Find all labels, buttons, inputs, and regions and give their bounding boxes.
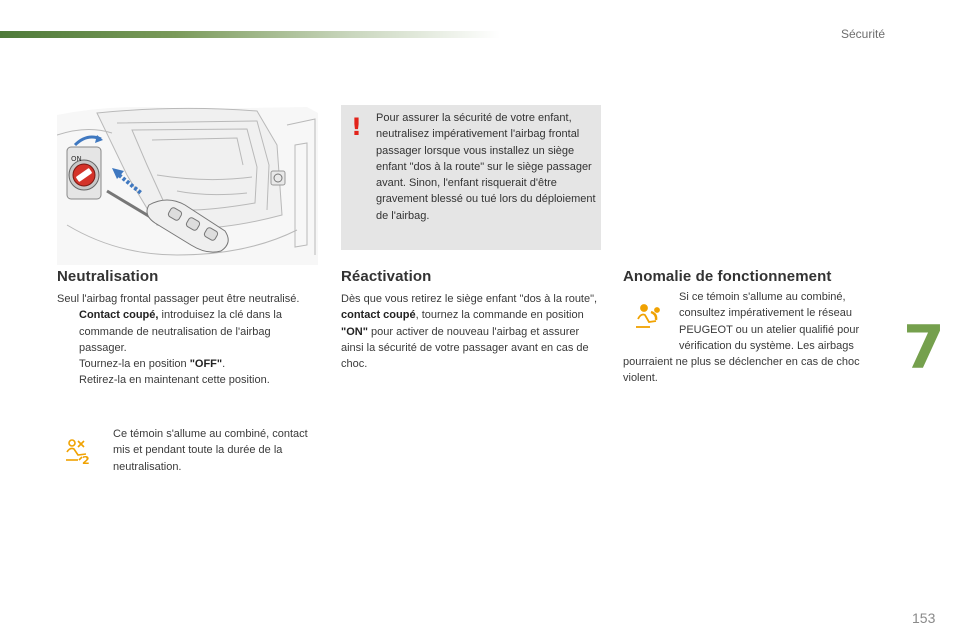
bullet-icon — [57, 372, 79, 388]
step2-text: Tournez-la en position — [79, 358, 190, 371]
header-rule — [0, 31, 500, 38]
warning-text: Pour assurer la sécurité de votre enfant, neutralisez impérativement l'airbag frontal passager lorsque vous installez un siège enfant "dos à la route" sur le siège passager avant. Sinon, l'enfant risquerait d'être gravement blessé ou tué lors du déploiement de l'airbag. — [376, 112, 596, 222]
section-title: Sécurité — [840, 27, 885, 41]
reactivation-body — [341, 291, 603, 372]
reactivation-text: , tournez la commande en position — [415, 309, 584, 322]
step1-text: introduisez la clé dans la commande de neutralisation de l'airbag passager. — [79, 309, 282, 354]
glovebox-illustration — [57, 105, 318, 265]
anomaly-text: Si ce témoin s'allume au combiné, consultez impérativement le réseau PEUGEOT ou un atelier qualifié pour vérification du système. Les airbags pourraient ne plus se déclencher en cas de choc violent. — [623, 291, 860, 385]
list-item — [57, 356, 319, 372]
neutralisation-body — [57, 291, 319, 389]
bullet-icon — [57, 356, 79, 372]
warning-box — [341, 105, 601, 250]
neutralisation-intro: Seul l'airbag frontal passager peut être neutralisé. — [57, 293, 300, 305]
page-number: 153 — [912, 610, 936, 626]
step3-text: Retirez-la en maintenant cette position. — [79, 374, 270, 387]
exclamation-icon: ! — [351, 113, 362, 141]
reactivation-bold: contact coupé — [341, 309, 416, 322]
list-item — [57, 307, 319, 356]
svg-text:ON: ON — [71, 155, 82, 163]
reactivation-bold: "ON" — [341, 325, 368, 338]
list-item — [57, 372, 319, 388]
airbag-switch-icon — [67, 147, 101, 199]
reactivation-text: Dès que vous retirez le siège enfant "dos à la route", — [341, 293, 598, 305]
reactivation-text: pour activer de nouveau l'airbag et assurer ainsi la sécurité de votre passager avant en cas de choc. — [341, 325, 589, 371]
anomaly-title: Anomalie de fonctionnement — [623, 268, 832, 285]
svg-text:2: 2 — [82, 454, 90, 466]
anomaly-body — [623, 289, 885, 387]
chapter-number: 7 — [903, 313, 945, 383]
step2-end: . — [222, 358, 226, 371]
neutralisation-title: Neutralisation — [57, 268, 159, 285]
indicator-text: Ce témoin s'allume au combiné, contact mis et pendant toute la durée de la neutralisation. — [113, 428, 308, 473]
reactivation-title: Réactivation — [341, 268, 432, 285]
bullet-icon — [57, 307, 79, 356]
airbag-off-indicator-icon — [64, 438, 98, 471]
step1-bold: Contact coupé, — [79, 309, 159, 322]
step2-bold: "OFF" — [189, 358, 223, 371]
icon-spacer — [623, 289, 679, 349]
